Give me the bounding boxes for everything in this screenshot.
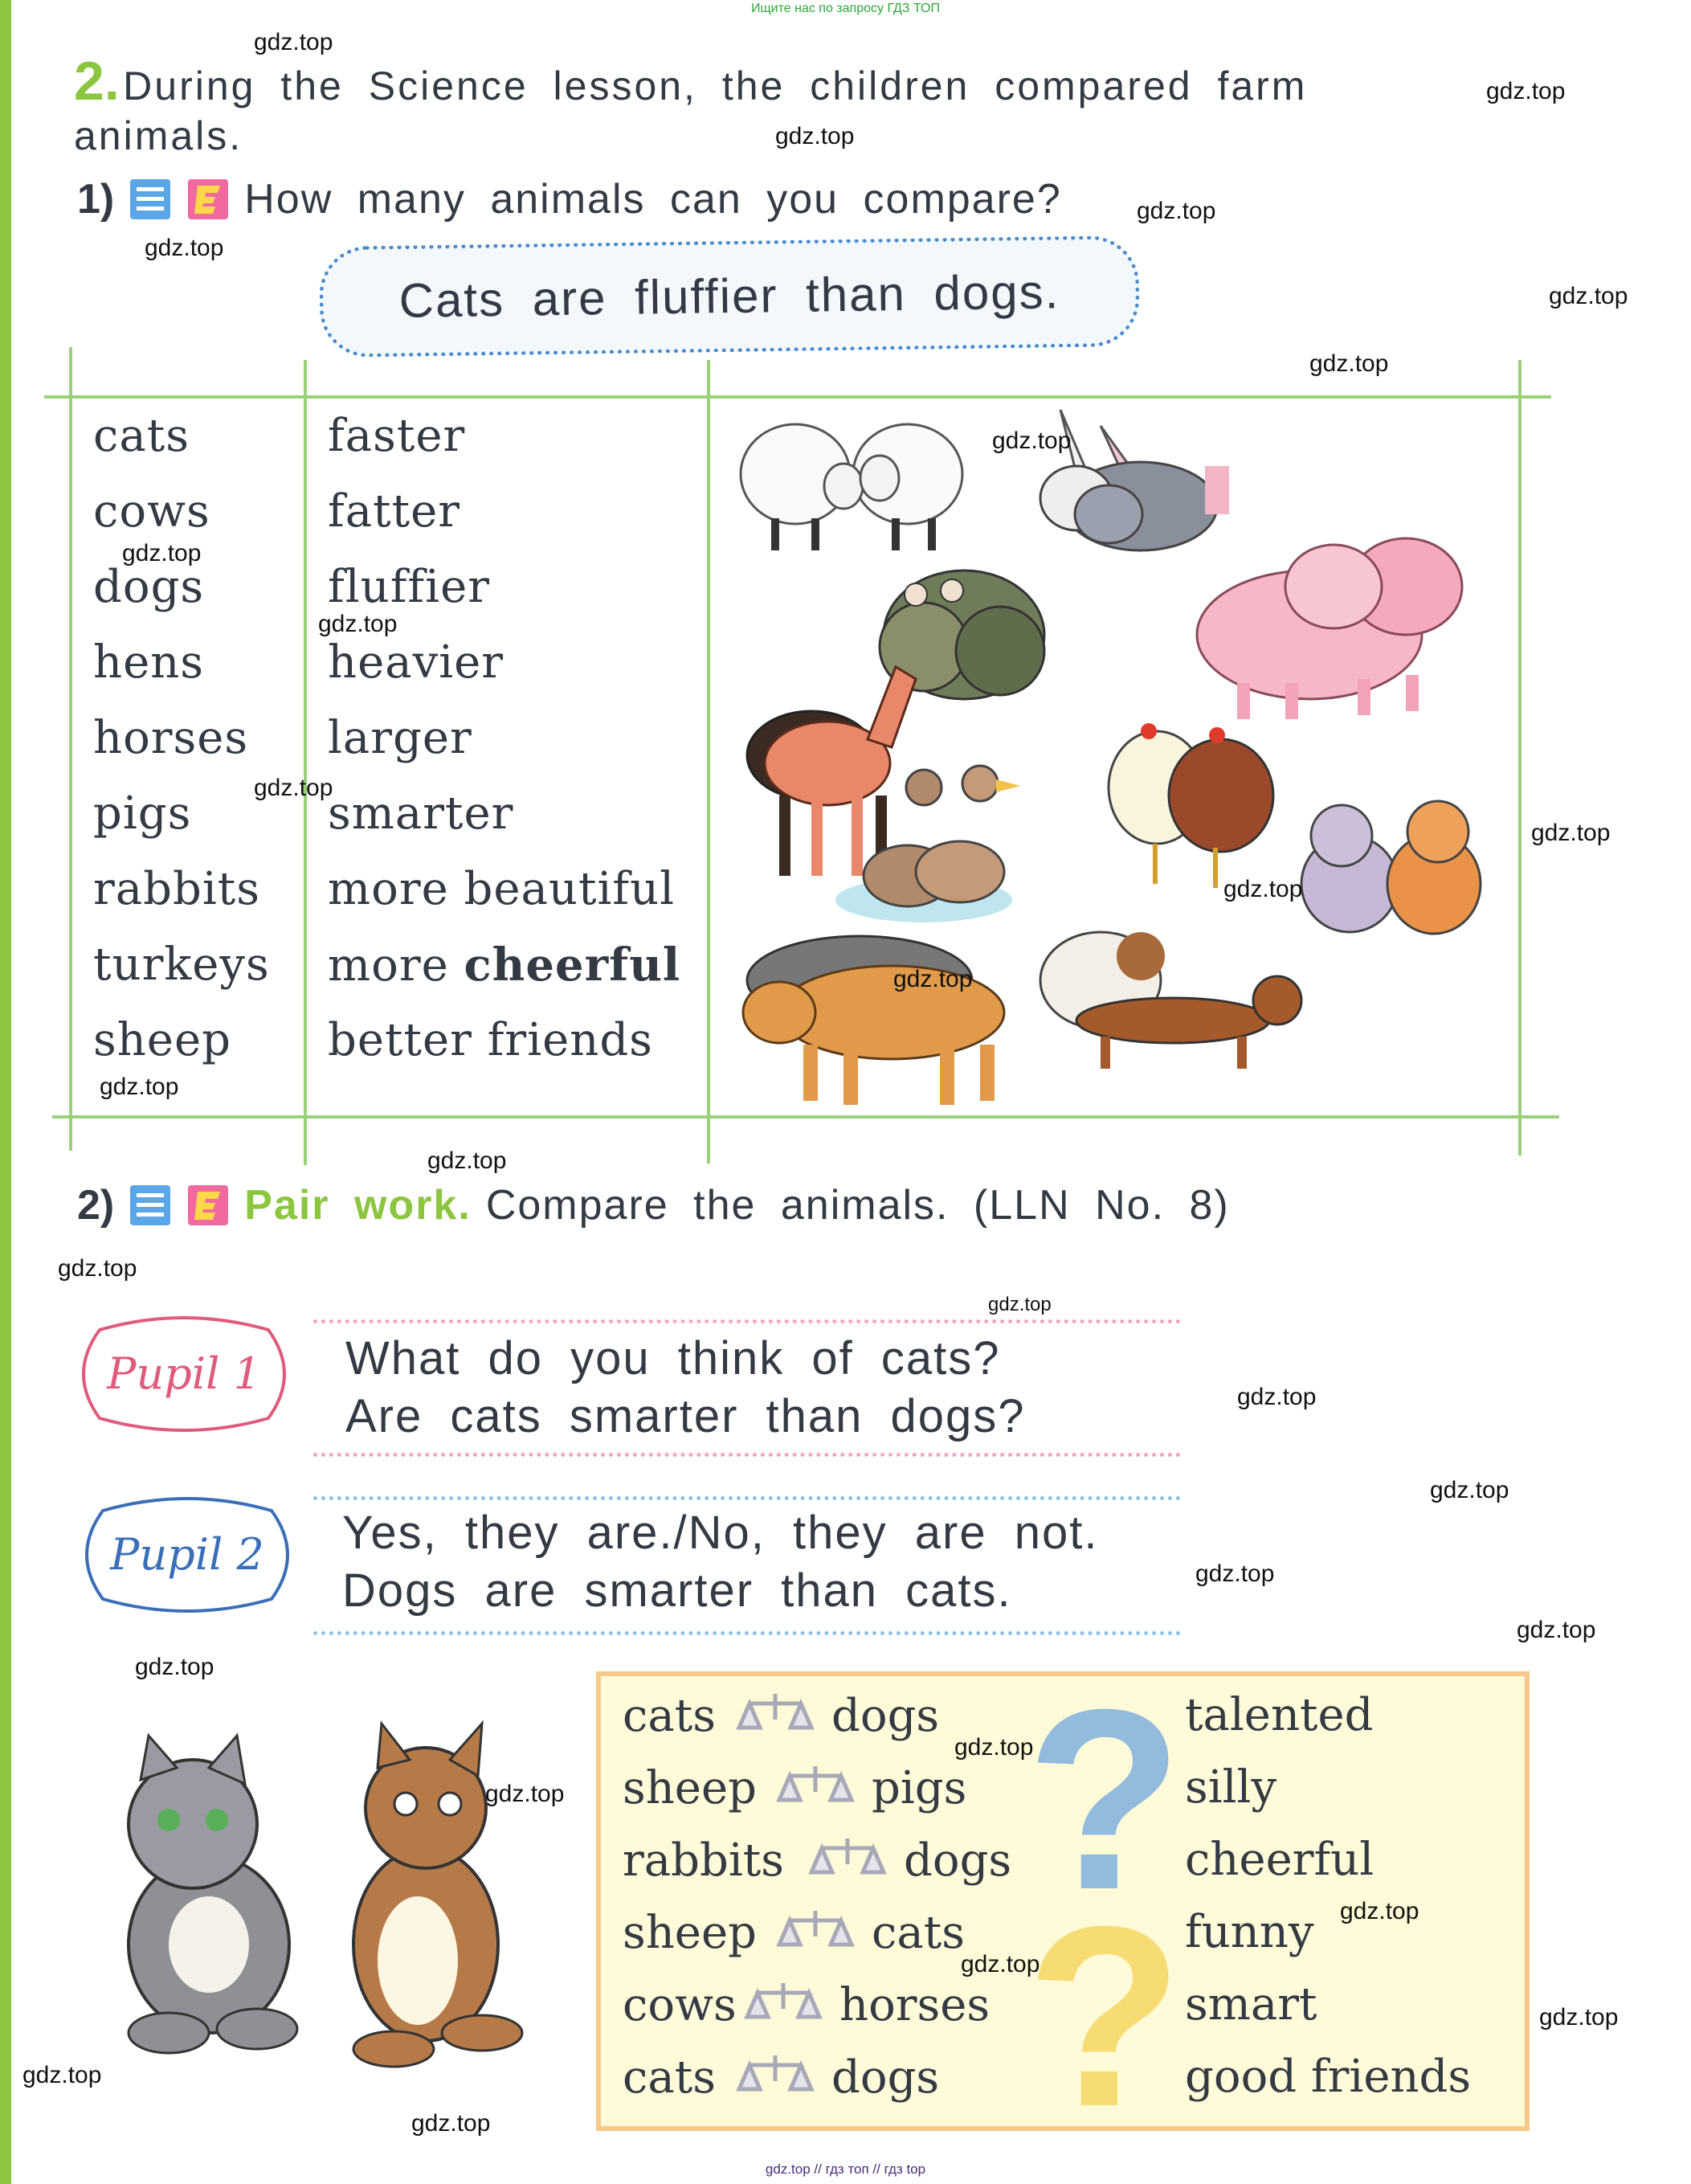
part2-instruction: Compare the animals. (LLN No. 8)	[485, 1182, 1230, 1229]
pupil2-bottom-dotline	[313, 1631, 1181, 1635]
table-col-line-4	[1518, 360, 1521, 1155]
comparative-word: better friends	[328, 1014, 653, 1066]
watermark: gdz.top	[1531, 820, 1611, 846]
horses-picture	[747, 667, 916, 876]
svg-text:?: ?	[1026, 1655, 1183, 1943]
watermark: gdz.top	[100, 1074, 179, 1100]
watermark: gdz.top	[485, 1781, 565, 1807]
pupil1-speech	[345, 1330, 1189, 1446]
watermark: gdz.top	[1223, 876, 1303, 902]
adjective-word: smart	[1185, 1978, 1317, 2031]
comparative-word: smarter	[328, 787, 514, 840]
watermark: gdz.top	[1237, 1384, 1317, 1410]
animal-word: sheep	[93, 1014, 231, 1066]
listen-icon	[129, 1184, 172, 1227]
watermark: gdz.top	[122, 540, 202, 566]
adjectives-list	[1185, 1679, 1514, 2113]
comparative-word: faster	[328, 410, 466, 462]
animal-pair-row	[623, 2041, 1072, 2113]
pupil2-speech	[342, 1504, 1194, 1620]
task-heading	[74, 50, 1307, 112]
adjective-word: talented	[1185, 1689, 1374, 1741]
part1-number: 1)	[77, 176, 115, 223]
pupil2-top-dotline	[313, 1496, 1181, 1500]
watermark: gdz.top	[254, 29, 333, 55]
pair-work-label: Pair work.	[244, 1182, 472, 1229]
svg-text:?: ?	[1026, 1872, 1183, 2160]
scales-icon	[775, 1760, 856, 1816]
watermark: gdz.top	[775, 123, 855, 149]
speak-icon	[186, 1184, 230, 1227]
comparative-word: fluffier	[328, 561, 490, 613]
bottom-note: gdz.top // гдз топ // гдз top	[765, 2162, 926, 2177]
adjective-word: good friends	[1185, 2051, 1472, 2103]
task-number: 2.	[74, 51, 120, 112]
animals-list	[93, 410, 294, 1090]
animal-word: turkeys	[93, 939, 270, 991]
example-bubble	[319, 235, 1140, 358]
watermark: gdz.top	[954, 1734, 1034, 1761]
task-text-line1: During the Science lesson, the children compared farm	[123, 63, 1308, 108]
pupil2-badge	[71, 1495, 304, 1615]
watermark: gdz.top	[1340, 1898, 1419, 1924]
pair-right-animal: horses	[839, 1978, 991, 2031]
comparative-word: more beautiful	[328, 863, 676, 915]
cat-picture	[129, 1736, 297, 2053]
cat-and-dog-illustration	[72, 1703, 554, 2081]
animal-word: hens	[93, 636, 205, 689]
pair-left-animal: cats	[623, 1689, 716, 1742]
adjective-word: silly	[1185, 1761, 1277, 1814]
watermark: gdz.top	[1539, 2004, 1619, 2031]
comparatives-list	[328, 410, 705, 1090]
top-note: Ищите нас по запросу ГДЗ ТОП	[751, 2, 940, 15]
pupil2-line1: Yes, they are./No, they are not.	[342, 1507, 1099, 1559]
adjective-word: funny	[1185, 1906, 1314, 1958]
listen-icon	[129, 178, 172, 221]
scales-icon	[735, 2049, 815, 2105]
animal-pair-row	[623, 1752, 1072, 1824]
pupil1-top-dotline	[313, 1319, 1181, 1323]
pair-left-animal: sheep	[623, 1906, 757, 1959]
animal-pair-row	[623, 1969, 1072, 2041]
pair-right-animal: cats	[872, 1906, 965, 1959]
scales-icon	[775, 1904, 856, 1961]
watermark: gdz.top	[58, 1255, 137, 1282]
table-top-line	[44, 395, 1551, 399]
pupil1-label: Pupil 1	[107, 1348, 261, 1399]
dogs-picture	[1040, 932, 1301, 1069]
pair-right-animal: pigs	[872, 1761, 967, 1814]
animal-word: pigs	[93, 787, 192, 840]
animal-word: rabbits	[93, 863, 261, 915]
watermark: gdz.top	[988, 1294, 1052, 1315]
animal-word: cows	[93, 485, 210, 538]
dog-picture	[353, 1724, 522, 2067]
watermark: gdz.top	[135, 1654, 214, 1680]
watermark: gdz.top	[1517, 1617, 1596, 1643]
watermark: gdz.top	[1137, 198, 1216, 224]
scales-icon	[743, 1977, 823, 2033]
part2-number: 2)	[77, 1182, 115, 1229]
cats-picture	[1301, 801, 1481, 934]
watermark: gdz.top	[992, 427, 1072, 454]
farm-animals-illustration	[723, 402, 1518, 1109]
example-sentence: Cats are fluffier than dogs.	[398, 264, 1060, 328]
pupil2-label: Pupil 2	[110, 1529, 264, 1580]
animal-word: dogs	[93, 561, 205, 613]
pair-left-animal: sheep	[623, 1761, 757, 1814]
speak-icon	[186, 178, 230, 221]
watermark: gdz.top	[318, 611, 398, 637]
table-col-line-1	[69, 347, 72, 1151]
scales-icon	[807, 1832, 888, 1888]
watermark: gdz.top	[1549, 283, 1628, 309]
adjective-word: cheerful	[1185, 1834, 1374, 1886]
watermark: gdz.top	[254, 775, 333, 801]
hens-picture	[1109, 723, 1273, 888]
pair-left-animal: cats	[623, 2051, 716, 2104]
comparative-word: more cheerful	[328, 939, 681, 992]
comparative-word: larger	[328, 712, 472, 764]
watermark: gdz.top	[1195, 1560, 1275, 1587]
comparative-word: fatter	[328, 485, 461, 538]
bold-word: cheerful	[464, 939, 681, 992]
pupil1-line1: What do you think of cats?	[345, 1332, 1001, 1384]
pair-right-animal: dogs	[831, 2051, 940, 2104]
pair-left-animal: cows	[623, 1978, 737, 2031]
pair-left-animal: rabbits	[623, 1834, 785, 1887]
pupil1-bottom-dotline	[313, 1453, 1181, 1457]
pair-right-animal: dogs	[904, 1834, 1012, 1887]
watermark: gdz.top	[427, 1147, 507, 1174]
question-marks-icon	[1026, 1655, 1183, 2160]
watermark: gdz.top	[961, 1951, 1040, 1977]
page-left-border	[0, 0, 11, 2184]
table-bottom-line	[52, 1115, 1559, 1119]
watermark: gdz.top	[22, 2062, 102, 2088]
pupil1-badge	[67, 1314, 300, 1434]
table-col-line-3	[707, 360, 710, 1164]
watermark: gdz.top	[145, 235, 224, 261]
pair-right-animal: dogs	[831, 1689, 940, 1742]
task-text-line2: animals.	[74, 113, 243, 158]
sheep-picture	[741, 424, 962, 550]
scales-icon	[735, 1687, 815, 1744]
animal-word: cats	[93, 410, 190, 462]
part1-heading	[77, 175, 1062, 223]
watermark: gdz.top	[1309, 350, 1389, 377]
cows-picture	[743, 936, 1004, 1105]
animal-pair-row	[623, 1824, 1072, 1896]
part2-heading	[77, 1181, 1230, 1229]
table-col-line-2	[304, 360, 307, 1165]
animal-word: horses	[93, 712, 249, 764]
pupil2-line2: Dogs are smarter than cats.	[342, 1564, 1012, 1617]
watermark: gdz.top	[1430, 1477, 1509, 1503]
pigs-picture	[1197, 538, 1462, 719]
pupil1-line2: Are cats smarter than dogs?	[345, 1390, 1026, 1442]
part1-question: How many animals can you compare?	[244, 176, 1062, 223]
watermark: gdz.top	[893, 966, 973, 992]
watermark: gdz.top	[411, 2110, 491, 2137]
watermark: gdz.top	[1486, 78, 1566, 104]
comparative-word: heavier	[328, 636, 504, 689]
